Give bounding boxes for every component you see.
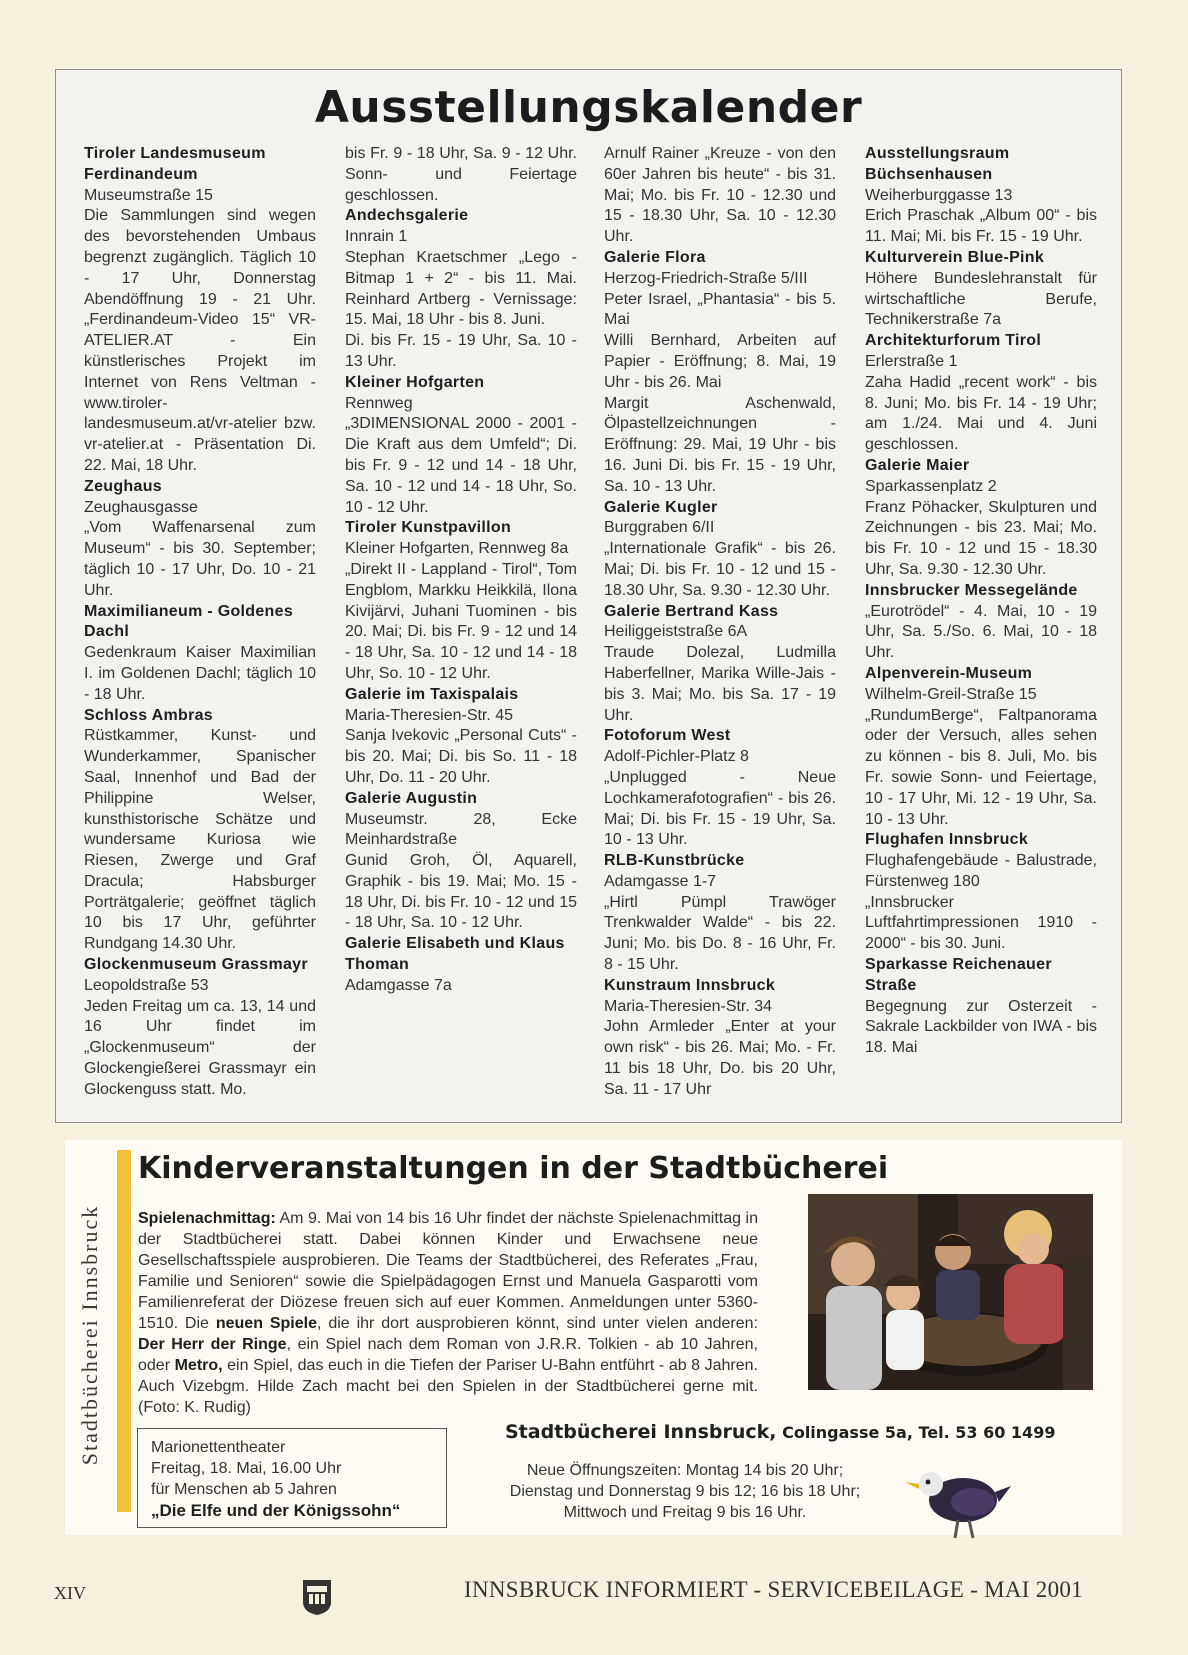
- venue-detail: „RundumBerge“, Faltpanorama oder der Versuch, alles sehen zu können - bis 8. Juli, Mo. bis Fr. sowie Sonn- und Feiertage, 10 - 17 Uhr, Mi. 12 - 19 Uhr, Sa. 10 - 13 Uhr.: [865, 706, 1097, 828]
- venue-heading: Galerie Kugler: [604, 498, 718, 516]
- venue-detail: Herzog-Friedrich-Straße 5/III: [604, 269, 808, 287]
- venue-detail: Gedenkraum Kaiser Maximilian I. im Goldenen Dachl; täglich 10 - 18 Uhr.: [84, 644, 316, 703]
- venue-heading: Architekturforum Tirol: [865, 332, 1042, 350]
- venue-detail: Arnulf Rainer „Kreuze - von den 60er Jahren bis heute“ - bis 31. Mai; Mo. bis Fr. 10 - 12.30 und 15 - 18.30 Uhr, Sa. 10 - 12.30 Uhr.: [604, 145, 836, 246]
- kids-bold-1: neuen Spiele: [215, 1315, 317, 1332]
- venue-heading: Tiroler Landesmuseum Ferdinandeum: [84, 145, 266, 183]
- venue-detail: Erlerstraße 1: [865, 352, 958, 370]
- kids-text-2: , die ihr dort ausprobieren könnt, sind unter vielen anderen:: [317, 1315, 758, 1332]
- venue-heading: Galerie Maier: [865, 456, 970, 474]
- venue-detail: Museumstraße 15: [84, 186, 213, 204]
- venue-detail: Weiherburggasse 13: [865, 186, 1013, 204]
- venue-heading: Flughafen Innsbruck: [865, 831, 1029, 849]
- venue-detail: Stephan Kraetschmer „Lego - Bitmap 1 + 2“ - bis 11. Mai. Reinhard Artberg - Vernissage: 15. Mai, 18 Uhr - bis 8. Juni.: [345, 248, 577, 329]
- venue-heading: Sparkasse Reichenauer Straße: [865, 956, 1052, 994]
- venue-heading: Innsbrucker Messegelände: [865, 581, 1078, 599]
- kids-text-3: , ein Spiel nach dem Roman von J.R.R. Tolkien - ab 10 Jahren, oder: [138, 1336, 758, 1374]
- page-number: XIV: [54, 1583, 86, 1603]
- venue-detail: Flughafengebäude - Balustrade, Fürstenweg 180: [865, 852, 1097, 890]
- venue-detail: Erich Praschak „Album 00“ - bis 11. Mai; Mi. bis Fr. 15 - 19 Uhr.: [865, 207, 1097, 246]
- venue-detail: Begegnung zur Osterzeit - Sakrale Lackbilder von IWA - bis 18. Mai: [865, 997, 1097, 1057]
- venue-heading: Tiroler Kunstpavillon: [345, 519, 512, 537]
- calendar-column-4: [865, 144, 1097, 1059]
- venue-heading: Fotoforum West: [604, 727, 731, 745]
- venue-detail: Jeden Freitag um ca. 13, 14 und 16 Uhr findet im „Glockenmuseum“ der Glockengießerei Grassmayr ein Glockenguss statt. Mo.: [84, 997, 316, 1098]
- marionette-theater-box: [137, 1428, 447, 1528]
- venue-heading: Kunstraum Innsbruck: [604, 976, 776, 994]
- library-address-line: [505, 1421, 1055, 1443]
- venue-detail: Wilhelm-Greil-Straße 15: [865, 685, 1037, 703]
- venue-detail: Adamgasse 1-7: [604, 872, 717, 890]
- library-hours: [465, 1460, 905, 1523]
- venue-detail: Margit Aschenwald, Ölpastellzeichnungen - Eröffnung: 29. Mai, 19 Uhr - bis 16. Juni Di. bis Fr. 15 - 19 Uhr, Sa. 10 - 13 Uhr.: [604, 394, 836, 495]
- venue-detail: Höhere Bundeslehranstalt für wirtschaftliche Berufe, Technikerstraße 7a: [865, 269, 1097, 329]
- venue-heading: Galerie Bertrand Kass: [604, 602, 779, 620]
- venue-detail: bis Fr. 9 - 18 Uhr, Sa. 9 - 12 Uhr. Sonn- und Feiertage geschlossen.: [345, 145, 577, 204]
- kids-lead: Spielenachmittag:: [138, 1210, 276, 1227]
- venue-detail: Gunid Groh, Öl, Aquarell, Graphik - bis 19. Mai; Mo. 15 - 18 Uhr, Di. bis Fr. 10 - 12 und 15 - 18 Uhr, Sa. 10 - 12 Uhr.: [345, 852, 577, 932]
- venue-detail: Maria-Theresien-Str. 34: [604, 997, 773, 1015]
- venue-detail: „Internationale Grafik“ - bis 26. Mai; Di. bis Fr. 10 - 12 und 15 - 18.30 Uhr, Sa. 9.30 - 12.30 Uhr.: [604, 540, 836, 599]
- venue-detail: Adamgasse 7a: [345, 976, 452, 994]
- kids-bold-3: Metro,: [174, 1357, 223, 1374]
- venue-detail: Adolf-Pichler-Platz 8: [604, 748, 749, 766]
- kids-events-section: [65, 1140, 1122, 1535]
- venue-detail: Rennweg: [345, 394, 413, 412]
- venue-detail: „Direkt II - Lappland - Tirol“, Tom Engblom, Markku Heikkilä, Ilona Kivijärvi, Juhani Tuominen - bis 20. Mai; Di. bis Fr. 9 - 12 und 14 - 18 Uhr, Sa. 10 - 12 und 14 - 18 Uhr, So. 10 - 12 Uhr.: [345, 560, 577, 682]
- venue-detail: John Armleder „Enter at your own risk“ - bis 26. Mai; Mo. - Fr. 11 bis 18 Uhr, Do. bis 20 Uhr, Sa. 11 - 17 Uhr: [604, 1018, 836, 1098]
- venue-detail: Franz Pöhacker, Skulpturen und Zeichnungen - bis 23. Mai; Mo. bis Fr. 10 - 12 und 15 - 18.30 Uhr, Sa. 9.30 - 12.30 Uhr.: [865, 498, 1097, 578]
- venue-detail: Willi Bernhard, Arbeiten auf Papier - Eröffnung; 8. Mai, 19 Uhr - bis 26. Mai: [604, 332, 836, 391]
- venue-detail: Zeughausgasse: [84, 498, 198, 516]
- venue-heading: Alpenverein-Museum: [865, 664, 1033, 682]
- venue-detail: „Innsbrucker Luftfahrtimpressionen 1910 - 2000“ - bis 30. Juni.: [865, 893, 1097, 953]
- venue-detail: Rüstkammer, Kunst- und Wunderkammer, Spanischer Saal, Innenhof und Bad der Philippine Welser, kunsthistorische Schätze und wundersame Kuriosa wie Riesen, Zwerge und Graf Dracula; Habsburger Porträtgalerie; geöffnet täglich 10 bis 17 Uhr, geführter Rundgang 14.30 Uhr.: [84, 727, 316, 953]
- venue-detail: „Hirtl Pümpl Trawöger Trenkwalder Walde“ - bis 22. Juni; Mo. bis Do. 8 - 16 Uhr, Fr. 8 - 15 Uhr.: [604, 893, 836, 974]
- venue-detail: Maria-Theresien-Str. 45: [345, 706, 514, 724]
- venue-heading: Zeughaus: [84, 477, 162, 495]
- venue-heading: Galerie Elisabeth und Klaus Thoman: [345, 935, 565, 974]
- photo-children-playing: [808, 1194, 1093, 1390]
- venue-heading: Schloss Ambras: [84, 706, 213, 724]
- hours-line-1: Neue Öffnungszeiten: Montag 14 bis 20 Uhr;: [526, 1462, 844, 1479]
- venue-detail: Heiliggeiststraße 6A: [604, 623, 748, 641]
- marionette-line-1: Marionettentheater: [151, 1439, 286, 1456]
- hours-line-2: Dienstag und Donnerstag 9 bis 12; 16 bis 18 Uhr;: [509, 1483, 861, 1500]
- venue-detail: Sparkassenplatz 2: [865, 477, 997, 495]
- venue-detail: Museumstr. 28, Ecke Meinhardstraße: [345, 810, 577, 849]
- venue-detail: Leopoldstraße 53: [84, 976, 209, 994]
- venue-heading: Galerie im Taxispalais: [345, 685, 519, 703]
- marionette-line-3: für Menschen ab 5 Jahren: [151, 1481, 337, 1498]
- side-accent-stripe: [117, 1150, 131, 1512]
- venue-detail: Peter Israel, „Phantasia“ - bis 5. Mai: [604, 290, 836, 329]
- venue-detail: Traude Dolezal, Ludmilla Haberfellner, Marika Wille-Jais - bis 3. Mai; Mo. bis Sa. 17 - 19 Uhr.: [604, 644, 836, 724]
- venue-detail: „Unplugged - Neue Lochkamerafotografien“ - bis 26. Mai; Di. bis Fr. 15 - 19 Uhr, Sa. 10 - 13 Uhr.: [604, 768, 836, 849]
- venue-detail: Burggraben 6/II: [604, 519, 715, 537]
- exhibition-calendar: [55, 69, 1122, 1123]
- venue-detail: Kleiner Hofgarten, Rennweg 8a: [345, 540, 569, 558]
- bird-illustration: [903, 1462, 1013, 1542]
- calendar-column-1: [84, 144, 316, 1101]
- venue-detail: Innrain 1: [345, 228, 408, 246]
- calendar-title: Ausstellungskalender: [314, 82, 863, 133]
- venue-detail: Zaha Hadid „recent work“ - bis 8. Juni; Mo. bis Fr. 14 - 19 Uhr; am 1./24. Mai und 4. Juni geschlossen.: [865, 373, 1097, 454]
- kids-title: Kinderveranstaltungen in der Stadtbücherei: [138, 1151, 889, 1186]
- venue-detail: Di. bis Fr. 15 - 19 Uhr, Sa. 10 - 13 Uhr.: [345, 332, 577, 370]
- venue-heading: Glockenmuseum Grassmayr: [84, 956, 308, 974]
- venue-heading: Kulturverein Blue-Pink: [865, 248, 1045, 266]
- kids-text-4: ein Spiel, das euch in die Tiefen der Pariser U-Bahn entführt - ab 8 Jahren. Auch Vizebgm. Hilde Zach macht bei den Spielen in der Stadtbücherei gerne mit. (Foto: K. Rudig): [138, 1357, 759, 1416]
- library-address: Colingasse 5a, Tel. 53 60 1499: [776, 1423, 1056, 1442]
- calendar-column-3: [604, 144, 836, 1101]
- calendar-column-2: [345, 144, 577, 997]
- kids-text-1: Am 9. Mai von 14 bis 16 Uhr findet der nächste Spielenachmittag in der Stadtbücherei statt. Dabei können Kinder und Erwachsene neue Gesellschaftsspiele ausprobieren. Die Teams der Stadtbücherei, des Referates „Frau, Familie und Senioren“ sowie die Spielpädagogen Ernst und Manuela Gasparotti vom Familienreferat der Diözese freuen sich auf euer Kommen. Anmeldungen unter 5360-1510. Die: [138, 1210, 758, 1332]
- venue-heading: Andechsgalerie: [345, 207, 469, 225]
- venue-heading: Maximilianeum - Goldenes Dachl: [84, 602, 294, 641]
- hours-line-3: Mittwoch und Freitag 9 bis 16 Uhr.: [563, 1504, 807, 1521]
- venue-detail: Sanja Ivekovic „Personal Cuts“ - bis 20. Mai; Di. bis So. 11 - 18 Uhr, Do. 11 - 20 Uhr.: [345, 727, 577, 786]
- library-name: Stadtbücherei Innsbruck,: [505, 1421, 777, 1443]
- kids-bold-2: Der Herr der Ringe: [138, 1336, 287, 1353]
- venue-heading: Ausstellungsraum Büchsenhausen: [865, 145, 1010, 183]
- side-label-bar: [65, 1140, 115, 1535]
- kids-article: [138, 1208, 758, 1418]
- venue-detail: „Vom Waffenarsenal zum Museum“ - bis 30. September; täglich 10 - 17 Uhr, Do. 10 - 21 Uhr.: [84, 519, 316, 599]
- venue-detail: „3DIMENSIONAL 2000 - 2001 - Die Kraft aus dem Umfeld“; Di. bis Fr. 9 - 12 und 14 - 18 Uhr, Sa. 10 - 12 und 14 - 18 Uhr, So. 10 - 12 Uhr.: [345, 415, 577, 516]
- marionette-title: „Die Elfe und der Königssohn“: [151, 1501, 401, 1520]
- venue-heading: Kleiner Hofgarten: [345, 373, 485, 391]
- city-crest-icon: [301, 1578, 333, 1616]
- venue-detail: Die Sammlungen sind wegen des bevorstehenden Umbaus begrenzt zugänglich. Täglich 10 - 17 Uhr, Donnerstag Abendöffnung 19 - 21 Uhr. „Ferdinandeum-Video 15“ VR-ATELIER.AT - Ein künstlerisches Projekt im Internet von Rens Veltman - www.tiroler-landesmuseum.at/vr-atelier bzw. vr-atelier.at - Präsentation Di. 22. Mai, 18 Uhr.: [84, 207, 316, 474]
- side-label: Stadtbücherei Innsbruck: [77, 1204, 102, 1466]
- publication-footer: INNSBRUCK INFORMIERT - SERVICEBEILAGE - MAI 2001: [464, 1577, 1083, 1602]
- venue-heading: Galerie Flora: [604, 248, 706, 266]
- venue-detail: „Eurotrödel“ - 4. Mai, 10 - 19 Uhr, Sa. 5./So. 6. Mai, 10 - 18 Uhr.: [865, 602, 1097, 662]
- venue-heading: RLB-Kunstbrücke: [604, 852, 745, 870]
- marionette-line-2: Freitag, 18. Mai, 16.00 Uhr: [151, 1460, 342, 1477]
- venue-heading: Galerie Augustin: [345, 789, 478, 807]
